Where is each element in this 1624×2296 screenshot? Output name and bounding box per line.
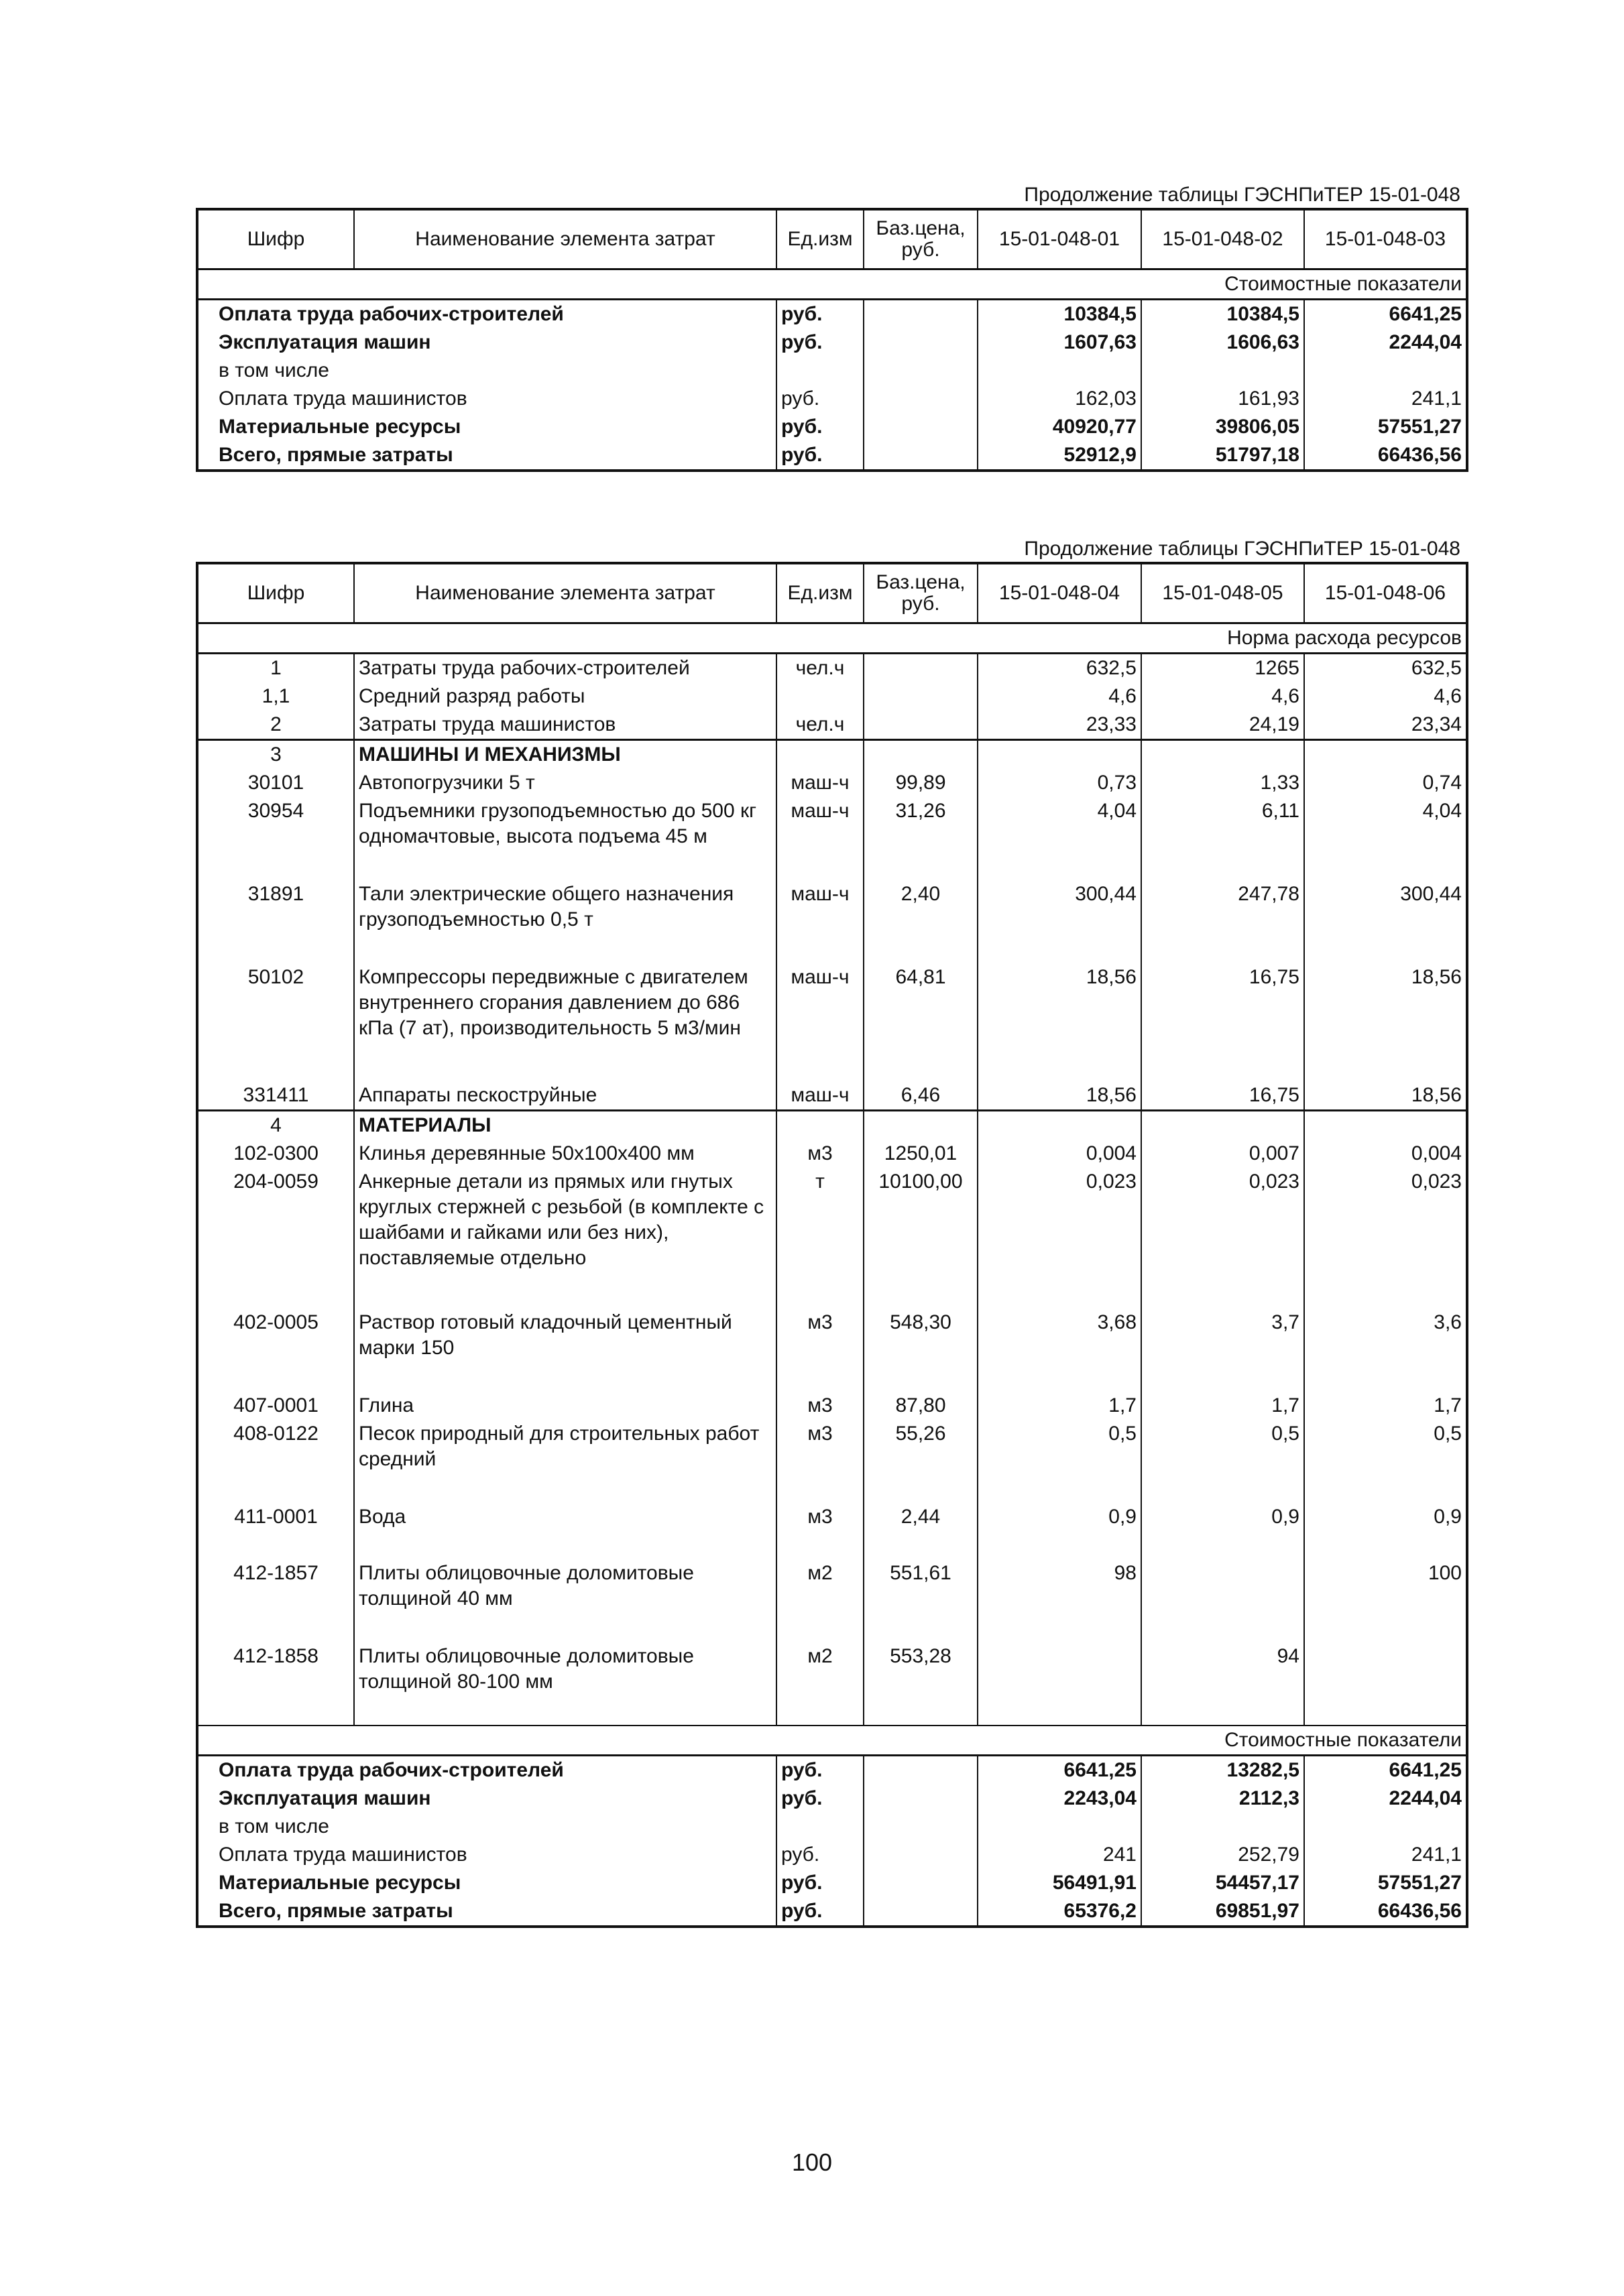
resource-code: 408-0122 xyxy=(197,1420,354,1503)
cost-row-unit: руб. xyxy=(776,413,864,441)
resource-value-col-2: 3,7 xyxy=(1141,1309,1304,1392)
cost-row-unit: руб. xyxy=(776,441,864,471)
resource-unit xyxy=(776,740,864,770)
resource-value-col-1 xyxy=(978,1111,1141,1140)
cost-value-col-2 xyxy=(1141,357,1304,385)
resource-value-col-3: 18,56 xyxy=(1304,963,1467,1081)
resource-price: 6,46 xyxy=(864,1081,978,1111)
resource-unit: м3 xyxy=(776,1503,864,1559)
resource-value-col-3: 18,56 xyxy=(1304,1081,1467,1111)
resource-name: МАТЕРИАЛЫ xyxy=(354,1111,776,1140)
table-1-grid xyxy=(196,208,1468,472)
resource-row xyxy=(197,1420,1467,1503)
resource-value-col-2: 0,007 xyxy=(1141,1140,1304,1168)
resource-price xyxy=(864,740,978,770)
table-caption: Продолжение таблицы ГЭСНПиТЕР 15-01-048 xyxy=(1024,184,1460,206)
resource-value-col-2: 1265 xyxy=(1141,654,1304,683)
cost-value-col-3: 57551,27 xyxy=(1304,1869,1467,1897)
cost-row xyxy=(197,1897,1467,1927)
cost-row-price xyxy=(864,1869,978,1897)
resource-value-col-3: 100 xyxy=(1304,1559,1467,1642)
cost-row-unit: руб. xyxy=(776,1785,864,1813)
resource-name: Вода xyxy=(354,1503,776,1559)
resource-value-col-1: 4,6 xyxy=(978,682,1141,711)
resource-code: 4 xyxy=(197,1111,354,1140)
resource-value-col-2: 0,5 xyxy=(1141,1420,1304,1503)
resource-price: 2,40 xyxy=(864,880,978,963)
resource-value-col-1: 18,56 xyxy=(978,963,1141,1081)
cost-row xyxy=(197,1869,1467,1897)
norm-row xyxy=(197,623,1467,654)
cost-row-unit: руб. xyxy=(776,1841,864,1869)
header-price: Баз.цена, руб. xyxy=(864,209,978,269)
resource-unit: м3 xyxy=(776,1309,864,1392)
resource-code: 50102 xyxy=(197,963,354,1081)
resource-row xyxy=(197,682,1467,711)
section-label: Стоимостные показатели xyxy=(197,269,1467,300)
resource-price: 31,26 xyxy=(864,797,978,880)
cost-row-name: Всего, прямые затраты xyxy=(197,441,776,471)
cost-value-col-1: 241 xyxy=(978,1841,1141,1869)
resource-value-col-2: 0,023 xyxy=(1141,1168,1304,1309)
resource-name: Затраты труда машинистов xyxy=(354,711,776,740)
resource-code: 3 xyxy=(197,740,354,770)
resource-unit: м2 xyxy=(776,1642,864,1726)
resource-row xyxy=(197,1140,1467,1168)
cost-row-price xyxy=(864,357,978,385)
cost-value-col-3: 6641,25 xyxy=(1304,300,1467,329)
cost-value-col-3: 241,1 xyxy=(1304,1841,1467,1869)
cost-row-price xyxy=(864,1785,978,1813)
cost-value-col-2: 51797,18 xyxy=(1141,441,1304,471)
cost-row-name: в том числе xyxy=(197,357,776,385)
resource-name: МАШИНЫ И МЕХАНИЗМЫ xyxy=(354,740,776,770)
resource-name: Песок природный для строительных работ средний xyxy=(354,1420,776,1503)
cost-row-name: Оплата труда рабочих-строителей xyxy=(197,1756,776,1785)
cost-value-col-1: 162,03 xyxy=(978,385,1141,413)
resource-unit: маш-ч xyxy=(776,880,864,963)
table-2-cost-body xyxy=(197,1756,1467,1927)
resource-row xyxy=(197,1392,1467,1420)
cost-value-col-2: 39806,05 xyxy=(1141,413,1304,441)
resource-price: 64,81 xyxy=(864,963,978,1081)
resource-code: 331411 xyxy=(197,1081,354,1111)
resource-value-col-1: 0,004 xyxy=(978,1140,1141,1168)
cost-row-name: Оплата труда машинистов xyxy=(197,385,776,413)
resource-unit: м3 xyxy=(776,1392,864,1420)
resource-unit: маш-ч xyxy=(776,963,864,1081)
resource-unit: м3 xyxy=(776,1140,864,1168)
resource-value-col-1: 3,68 xyxy=(978,1309,1141,1392)
cost-value-col-3: 6641,25 xyxy=(1304,1756,1467,1785)
cost-row-name: в том числе xyxy=(197,1813,776,1841)
resource-value-col-3: 0,004 xyxy=(1304,1140,1467,1168)
table-header-row xyxy=(197,563,1467,623)
cost-row xyxy=(197,1841,1467,1869)
resource-value-col-3: 4,6 xyxy=(1304,682,1467,711)
page-number: 100 xyxy=(791,2149,833,2176)
header-col-3: 15-01-048-06 xyxy=(1304,563,1467,623)
resource-price xyxy=(864,1111,978,1140)
resource-name: Плиты облицовочные доломитовые толщиной 80-100 мм xyxy=(354,1642,776,1726)
resource-name: Глина xyxy=(354,1392,776,1420)
resource-row xyxy=(197,769,1467,797)
resource-value-col-2: 94 xyxy=(1141,1642,1304,1726)
cost-value-col-2: 2112,3 xyxy=(1141,1785,1304,1813)
resource-value-col-1 xyxy=(978,1642,1141,1726)
cost-row xyxy=(197,357,1467,385)
resource-name: Средний разряд работы xyxy=(354,682,776,711)
resource-price: 55,26 xyxy=(864,1420,978,1503)
cost-row-name: Оплата труда рабочих-строителей xyxy=(197,300,776,329)
resource-value-col-2: 1,33 xyxy=(1141,769,1304,797)
resource-name: Раствор готовый кладочный цементный марки 150 xyxy=(354,1309,776,1392)
resource-unit: чел.ч xyxy=(776,654,864,683)
resource-value-col-3: 0,9 xyxy=(1304,1503,1467,1559)
resource-name: Автопогрузчики 5 т xyxy=(354,769,776,797)
resource-value-col-1: 0,73 xyxy=(978,769,1141,797)
resource-name: Компрессоры передвижные с двигателем внутреннего сгорания давлением до 686 кПа (7 ат), производительность 5 м3/мин xyxy=(354,963,776,1081)
cost-row-unit: руб. xyxy=(776,1897,864,1927)
cost-value-col-3: 241,1 xyxy=(1304,385,1467,413)
section-row xyxy=(197,269,1467,300)
resource-code: 1 xyxy=(197,654,354,683)
cost-row-unit: руб. xyxy=(776,385,864,413)
resource-value-col-3: 23,34 xyxy=(1304,711,1467,740)
resource-unit xyxy=(776,682,864,711)
resource-value-col-2 xyxy=(1141,1559,1304,1642)
resource-code: 30954 xyxy=(197,797,354,880)
cost-value-col-3: 66436,56 xyxy=(1304,1897,1467,1927)
resource-unit: маш-ч xyxy=(776,769,864,797)
resource-name: Подъемники грузоподъемностью до 500 кг одномачтовые, высота подъема 45 м xyxy=(354,797,776,880)
cost-table-2 xyxy=(196,536,1466,1928)
cost-value-col-3: 57551,27 xyxy=(1304,413,1467,441)
cost-row-price xyxy=(864,1897,978,1927)
resource-row xyxy=(197,797,1467,880)
cost-row-unit xyxy=(776,357,864,385)
resource-row xyxy=(197,1081,1467,1111)
cost-value-col-2 xyxy=(1141,1813,1304,1841)
norm-label: Норма расхода ресурсов xyxy=(197,623,1467,654)
cost-value-col-1: 52912,9 xyxy=(978,441,1141,471)
section-heading-row xyxy=(197,1111,1467,1140)
resource-value-col-2 xyxy=(1141,1111,1304,1140)
resource-name: Плиты облицовочные доломитовые толщиной 40 мм xyxy=(354,1559,776,1642)
cost-value-col-1: 56491,91 xyxy=(978,1869,1141,1897)
resource-value-col-3 xyxy=(1304,1111,1467,1140)
resource-price: 87,80 xyxy=(864,1392,978,1420)
resource-value-col-3 xyxy=(1304,740,1467,770)
cost-row xyxy=(197,413,1467,441)
resource-value-col-2: 4,6 xyxy=(1141,682,1304,711)
resource-value-col-2: 6,11 xyxy=(1141,797,1304,880)
resource-code: 412-1857 xyxy=(197,1559,354,1642)
resource-value-col-2 xyxy=(1141,740,1304,770)
table-2-grid xyxy=(196,562,1468,1928)
resource-value-col-1: 98 xyxy=(978,1559,1141,1642)
cost-value-col-2: 54457,17 xyxy=(1141,1869,1304,1897)
cost-value-col-1: 1607,63 xyxy=(978,328,1141,357)
cost-row-price xyxy=(864,1756,978,1785)
resource-value-col-3: 3,6 xyxy=(1304,1309,1467,1392)
header-unit: Ед.изм xyxy=(776,209,864,269)
section-row xyxy=(197,1726,1467,1756)
cost-value-col-1: 6641,25 xyxy=(978,1756,1141,1785)
resource-code: 30101 xyxy=(197,769,354,797)
cost-value-col-2: 1606,63 xyxy=(1141,328,1304,357)
cost-row-name: Эксплуатация машин xyxy=(197,1785,776,1813)
cost-row-unit: руб. xyxy=(776,1869,864,1897)
resource-code: 31891 xyxy=(197,880,354,963)
header-unit: Ед.изм xyxy=(776,563,864,623)
resource-value-col-3: 0,023 xyxy=(1304,1168,1467,1309)
cost-row-price xyxy=(864,413,978,441)
resource-value-col-2: 16,75 xyxy=(1141,963,1304,1081)
resource-code: 402-0005 xyxy=(197,1309,354,1392)
resource-value-col-1: 0,5 xyxy=(978,1420,1141,1503)
resource-price: 99,89 xyxy=(864,769,978,797)
resource-row xyxy=(197,711,1467,740)
cost-row xyxy=(197,328,1467,357)
resource-price: 2,44 xyxy=(864,1503,978,1559)
cost-value-col-2: 10384,5 xyxy=(1141,300,1304,329)
resource-code: 204-0059 xyxy=(197,1168,354,1309)
resource-value-col-2: 247,78 xyxy=(1141,880,1304,963)
cost-value-col-3 xyxy=(1304,1813,1467,1841)
cost-value-col-3: 2244,04 xyxy=(1304,1785,1467,1813)
resource-price: 553,28 xyxy=(864,1642,978,1726)
header-price: Баз.цена, руб. xyxy=(864,563,978,623)
cost-row-price xyxy=(864,1813,978,1841)
resource-row xyxy=(197,654,1467,683)
cost-row-price xyxy=(864,441,978,471)
cost-row-price xyxy=(864,1841,978,1869)
resource-row xyxy=(197,963,1467,1081)
cost-value-col-1 xyxy=(978,1813,1141,1841)
cost-row xyxy=(197,300,1467,329)
cost-row xyxy=(197,1756,1467,1785)
cost-value-col-2: 161,93 xyxy=(1141,385,1304,413)
resource-row xyxy=(197,1309,1467,1392)
section-heading-row xyxy=(197,740,1467,770)
cost-value-col-3: 2244,04 xyxy=(1304,328,1467,357)
resource-value-col-3: 1,7 xyxy=(1304,1392,1467,1420)
table-2-resource-body xyxy=(197,654,1467,1726)
resource-name: Затраты труда рабочих-строителей xyxy=(354,654,776,683)
table-1-body xyxy=(197,300,1467,471)
resource-unit: м3 xyxy=(776,1420,864,1503)
resource-row xyxy=(197,1168,1467,1309)
resource-name: Тали электрические общего назначения грузоподъемностью 0,5 т xyxy=(354,880,776,963)
resource-code: 411-0001 xyxy=(197,1503,354,1559)
cost-value-col-1 xyxy=(978,357,1141,385)
resource-value-col-2: 24,19 xyxy=(1141,711,1304,740)
resource-row xyxy=(197,1559,1467,1642)
resource-unit: чел.ч xyxy=(776,711,864,740)
resource-price: 1250,01 xyxy=(864,1140,978,1168)
cost-row-name: Материальные ресурсы xyxy=(197,1869,776,1897)
cost-value-col-3 xyxy=(1304,357,1467,385)
cost-row-unit: руб. xyxy=(776,328,864,357)
resource-unit: маш-ч xyxy=(776,1081,864,1111)
cost-value-col-1: 10384,5 xyxy=(978,300,1141,329)
resource-price: 551,61 xyxy=(864,1559,978,1642)
resource-price: 548,30 xyxy=(864,1309,978,1392)
resource-value-col-1: 1,7 xyxy=(978,1392,1141,1420)
resource-value-col-3: 632,5 xyxy=(1304,654,1467,683)
cost-row-unit: руб. xyxy=(776,1756,864,1785)
cost-row xyxy=(197,1785,1467,1813)
resource-code: 412-1858 xyxy=(197,1642,354,1726)
table-header-row xyxy=(197,209,1467,269)
resource-value-col-1 xyxy=(978,740,1141,770)
resource-value-col-1: 300,44 xyxy=(978,880,1141,963)
resource-value-col-1: 0,9 xyxy=(978,1503,1141,1559)
cost-row-price xyxy=(864,300,978,329)
resource-unit: м2 xyxy=(776,1559,864,1642)
resource-row xyxy=(197,1642,1467,1726)
resource-unit: т xyxy=(776,1168,864,1309)
cost-value-col-3: 66436,56 xyxy=(1304,441,1467,471)
resource-row xyxy=(197,880,1467,963)
header-code: Шифр xyxy=(197,209,354,269)
cost-value-col-2: 69851,97 xyxy=(1141,1897,1304,1927)
cost-row xyxy=(197,441,1467,471)
resource-value-col-2: 1,7 xyxy=(1141,1392,1304,1420)
cost-value-col-1: 40920,77 xyxy=(978,413,1141,441)
header-name: Наименование элемента затрат xyxy=(354,563,776,623)
cost-row-name: Эксплуатация машин xyxy=(197,328,776,357)
section-label: Стоимостные показатели xyxy=(197,1726,1467,1756)
resource-code: 1,1 xyxy=(197,682,354,711)
cost-row-name: Всего, прямые затраты xyxy=(197,1897,776,1927)
header-code: Шифр xyxy=(197,563,354,623)
cost-value-col-2: 13282,5 xyxy=(1141,1756,1304,1785)
resource-value-col-3: 0,74 xyxy=(1304,769,1467,797)
resource-value-col-1: 632,5 xyxy=(978,654,1141,683)
cost-row xyxy=(197,385,1467,413)
header-col-1: 15-01-048-01 xyxy=(978,209,1141,269)
resource-price xyxy=(864,682,978,711)
header-col-3: 15-01-048-03 xyxy=(1304,209,1467,269)
header-col-2: 15-01-048-05 xyxy=(1141,563,1304,623)
resource-value-col-3: 4,04 xyxy=(1304,797,1467,880)
resource-code: 407-0001 xyxy=(197,1392,354,1420)
header-col-2: 15-01-048-02 xyxy=(1141,209,1304,269)
cost-row-name: Материальные ресурсы xyxy=(197,413,776,441)
resource-unit xyxy=(776,1111,864,1140)
table-caption: Продолжение таблицы ГЭСНПиТЕР 15-01-048 xyxy=(1024,538,1460,560)
cost-table-1 xyxy=(196,182,1466,472)
resource-value-col-1: 18,56 xyxy=(978,1081,1141,1111)
resource-row xyxy=(197,1503,1467,1559)
resource-price: 10100,00 xyxy=(864,1168,978,1309)
resource-value-col-3 xyxy=(1304,1642,1467,1726)
resource-name: Аппараты пескоструйные xyxy=(354,1081,776,1111)
cost-row xyxy=(197,1813,1467,1841)
resource-value-col-1: 0,023 xyxy=(978,1168,1141,1309)
cost-row-name: Оплата труда машинистов xyxy=(197,1841,776,1869)
resource-value-col-3: 300,44 xyxy=(1304,880,1467,963)
cost-row-unit xyxy=(776,1813,864,1841)
cost-value-col-2: 252,79 xyxy=(1141,1841,1304,1869)
cost-row-price xyxy=(864,385,978,413)
resource-value-col-3: 0,5 xyxy=(1304,1420,1467,1503)
resource-unit: маш-ч xyxy=(776,797,864,880)
resource-value-col-1: 4,04 xyxy=(978,797,1141,880)
resource-value-col-2: 16,75 xyxy=(1141,1081,1304,1111)
header-name: Наименование элемента затрат xyxy=(354,209,776,269)
cost-row-unit: руб. xyxy=(776,300,864,329)
resource-code: 102-0300 xyxy=(197,1140,354,1168)
cost-row-price xyxy=(864,328,978,357)
resource-price xyxy=(864,711,978,740)
resource-price xyxy=(864,654,978,683)
resource-value-col-1: 23,33 xyxy=(978,711,1141,740)
cost-value-col-1: 2243,04 xyxy=(978,1785,1141,1813)
cost-value-col-1: 65376,2 xyxy=(978,1897,1141,1927)
resource-value-col-2: 0,9 xyxy=(1141,1503,1304,1559)
resource-code: 2 xyxy=(197,711,354,740)
resource-name: Клинья деревянные 50х100х400 мм xyxy=(354,1140,776,1168)
resource-name: Анкерные детали из прямых или гнутых круглых стержней с резьбой (в комплекте с шайбами и гайками или без них), поставляемые отдельно xyxy=(354,1168,776,1309)
header-col-1: 15-01-048-04 xyxy=(978,563,1141,623)
